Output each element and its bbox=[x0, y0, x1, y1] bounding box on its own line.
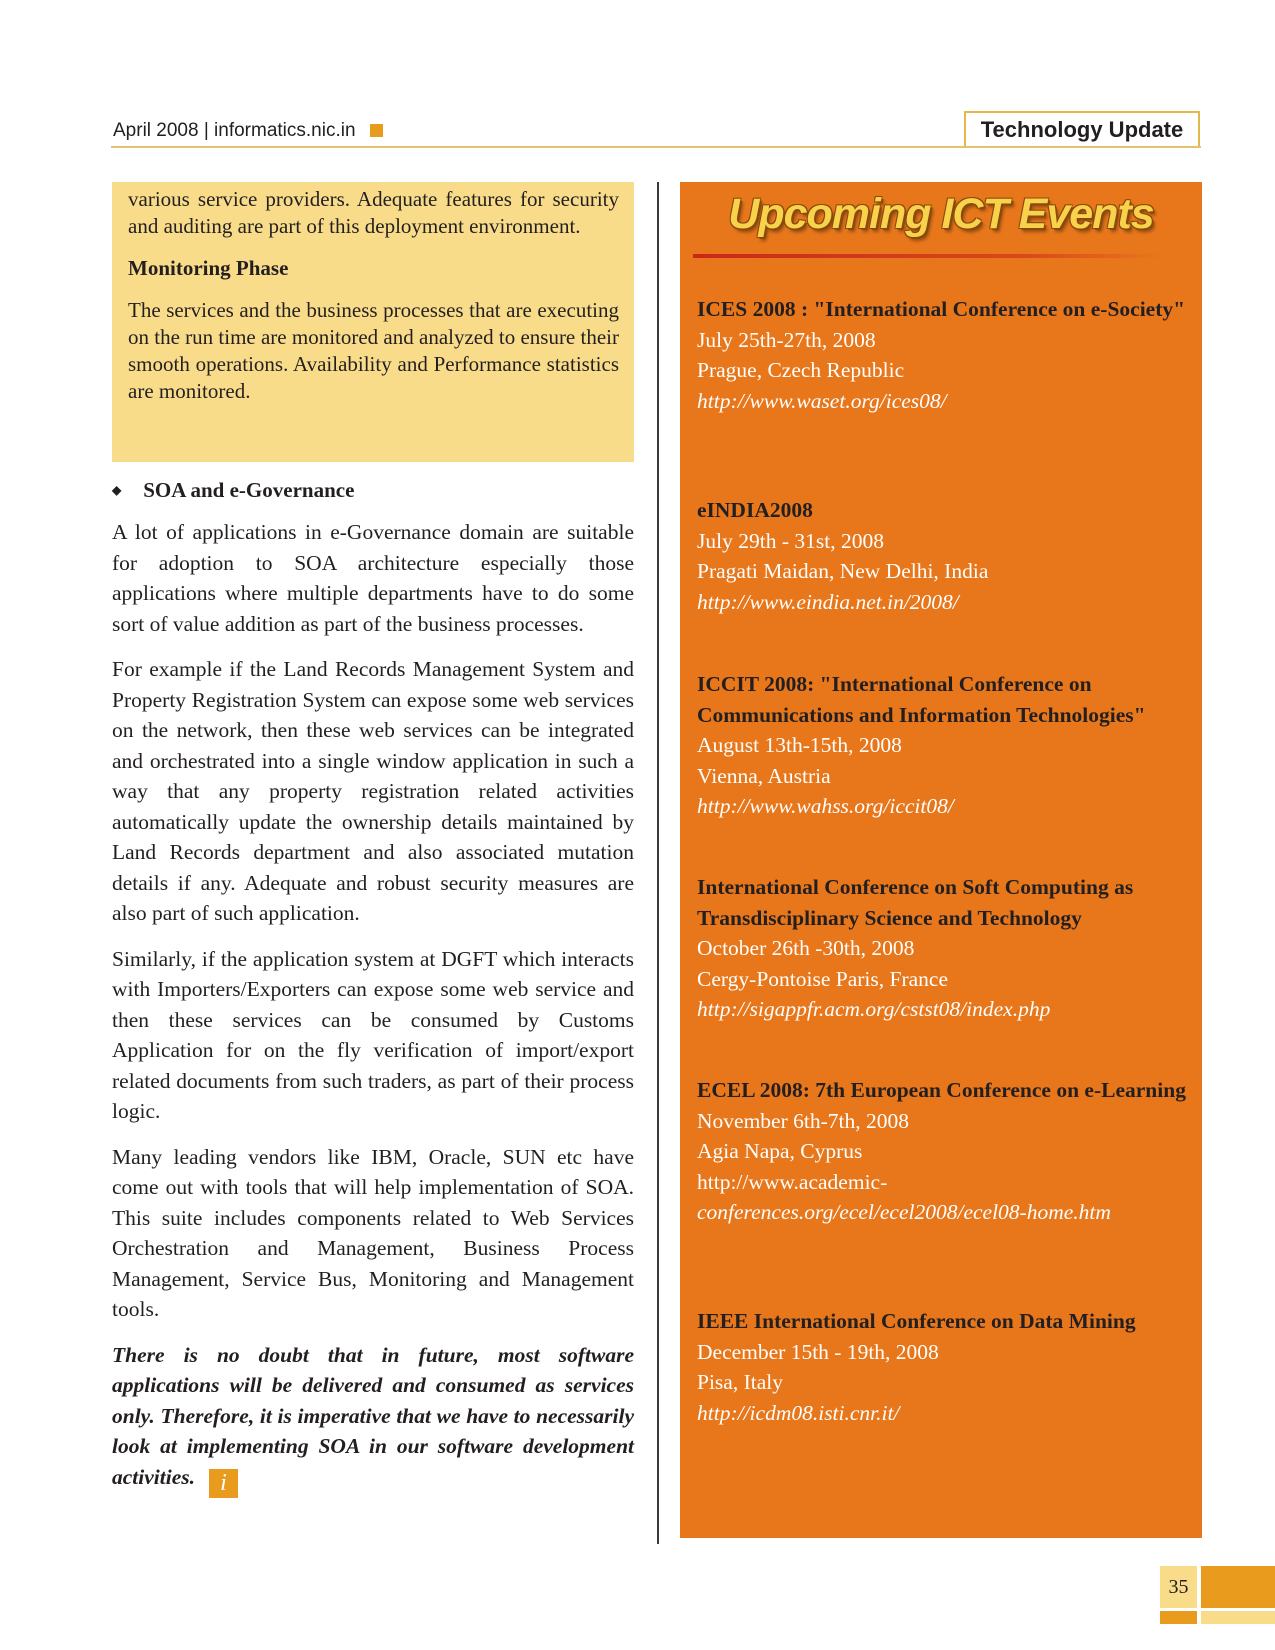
event-item bbox=[697, 1306, 1192, 1428]
events-title-underline bbox=[693, 254, 1165, 258]
event-item bbox=[697, 669, 1192, 822]
event-location: Vienna, Austria bbox=[697, 763, 831, 788]
paragraph: Similarly, if the application system at DGFT which interacts with Importers/Exporters can expose some web service and then these services can be consumed by Customs Application for on the fly verification of import/export related documents from such traders, as part of their process logic. bbox=[112, 946, 634, 1123]
header-square-icon bbox=[370, 124, 383, 137]
paragraph: For example if the Land Records Management System and Property Registration System can expose some web services on the network, then these web services can be integrated and orchestrated into a single window application in such a way that any property registration related activities automatically update the ownership details maintained by Land Records department and also associated mutation details if any. Adequate and robust security measures are also part of such application. bbox=[112, 657, 634, 925]
event-url[interactable]: http://www.eindia.net.in/2008/ bbox=[697, 589, 959, 614]
event-item bbox=[697, 294, 1192, 416]
event-date: October 26th -30th, 2008 bbox=[697, 936, 915, 960]
events-title: Upcoming ICT Events bbox=[728, 190, 1154, 238]
footer-bar bbox=[1201, 1566, 1275, 1608]
event-title: ECEL 2008: 7th European Conference on e-Learning bbox=[697, 1078, 1186, 1102]
event-url[interactable]: http://www.wahss.org/iccit08/ bbox=[697, 794, 954, 818]
footer-bar bbox=[1160, 1611, 1197, 1624]
diamond-bullet-icon: ◆ bbox=[112, 483, 122, 497]
event-title: IEEE International Conference on Data Mining bbox=[697, 1309, 1136, 1333]
event-title: ICCIT 2008: "International Conference on Communications and Information Technologies" bbox=[697, 672, 1146, 727]
conclusion-paragraph bbox=[112, 1340, 634, 1498]
header-issue-text: April 2008 | informatics.nic.in bbox=[113, 120, 356, 141]
header-issue bbox=[113, 120, 383, 142]
event-location: Cergy-Pontoise Paris, France bbox=[697, 966, 948, 991]
header-rule bbox=[111, 146, 1201, 148]
event-item bbox=[697, 495, 1192, 617]
event-date: November 6th-7th, 2008 bbox=[697, 1108, 909, 1133]
event-title: International Conference on Soft Computing as Transdisciplinary Science and Technology bbox=[697, 875, 1134, 930]
event-title: eINDIA2008 bbox=[697, 498, 813, 522]
box-paragraph-1: various service providers. Adequate features for security and auditing are part of this deployment environment. bbox=[128, 187, 619, 238]
event-date: July 25th-27th, 2008 bbox=[697, 327, 876, 352]
page-number: 35 bbox=[1160, 1566, 1197, 1608]
event-url-line-2[interactable]: conferences.org/ecel/ecel2008/ecel08-home.htm bbox=[697, 1200, 1111, 1224]
event-url[interactable]: http://www.waset.org/ices08/ bbox=[697, 388, 947, 413]
event-url[interactable]: http://icdm08.isti.cnr.it/ bbox=[697, 1400, 900, 1425]
left-column bbox=[112, 478, 634, 1513]
info-icon: i bbox=[209, 1469, 238, 1498]
highlight-box-content bbox=[128, 186, 619, 405]
conclusion-text: There is no doubt that in future, most software applications will be delivered and consumed as services only. Therefore, it is imperative that we have to necessarily look at implementing SOA in our software development activities. bbox=[112, 1342, 634, 1489]
event-date: July 29th - 31st, 2008 bbox=[697, 528, 884, 553]
section-heading-text: SOA and e-Governance bbox=[143, 478, 355, 502]
footer-bar bbox=[1201, 1611, 1275, 1624]
event-date: August 13th-15th, 2008 bbox=[697, 733, 902, 757]
event-location: Pragati Maidan, New Delhi, India bbox=[697, 559, 989, 583]
event-url-line-1[interactable]: http://www.academic- bbox=[697, 1169, 888, 1194]
box-heading: Monitoring Phase bbox=[128, 256, 289, 280]
column-divider bbox=[657, 182, 659, 1544]
box-paragraph-2: The services and the business processes that are executing on the run time are monitored and analyzed to ensure their smooth operations. Availability and Performance statistics are monitored. bbox=[128, 298, 619, 403]
event-title: ICES 2008 : "International Conference on e-Society" bbox=[697, 297, 1186, 321]
paragraph: Many leading vendors like IBM, Oracle, SUN etc have come out with tools that will help implementation of SOA. This suite includes components related to Web Services Orchestration and Management, Business Process Management, Service Bus, Monitoring and Management tools. bbox=[112, 1144, 634, 1321]
event-date: December 15th - 19th, 2008 bbox=[697, 1339, 939, 1364]
event-location: Prague, Czech Republic bbox=[697, 358, 905, 382]
section-label: Technology Update bbox=[964, 111, 1200, 146]
event-location: Agia Napa, Cyprus bbox=[697, 1139, 863, 1163]
event-url[interactable]: http://sigappfr.acm.org/cstst08/index.php bbox=[697, 997, 1051, 1021]
event-location: Pisa, Italy bbox=[697, 1370, 783, 1394]
section-heading bbox=[112, 478, 634, 503]
paragraph: A lot of applications in e-Governance domain are suitable for adoption to SOA architecture especially those applications where multiple departments have to do some sort of value addition as part of the business processes. bbox=[112, 520, 634, 636]
event-item bbox=[697, 872, 1192, 1025]
event-item bbox=[697, 1075, 1192, 1228]
